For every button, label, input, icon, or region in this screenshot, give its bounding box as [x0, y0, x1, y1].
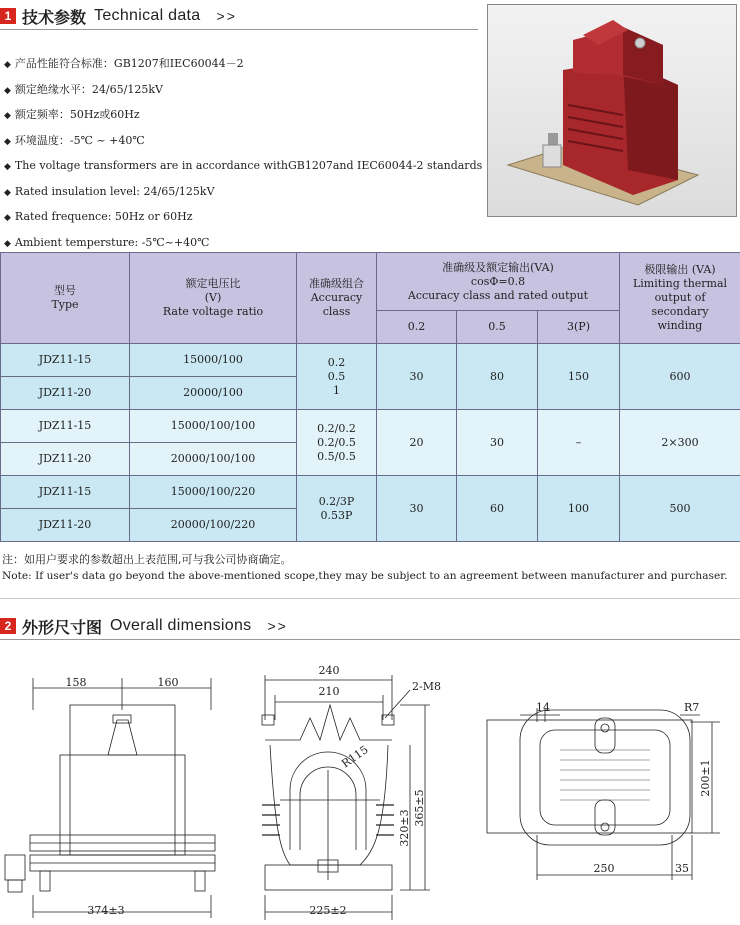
cell-ratio: 15000/100 — [130, 344, 297, 377]
spec-item: ◆ Rated frequence: 50Hz or 60Hz — [4, 210, 193, 223]
cell-type: JDZ11-15 — [1, 410, 130, 443]
cell-type: JDZ11-20 — [1, 509, 130, 542]
dim-top-width: 250 — [593, 862, 615, 875]
dim-side-bolt: 2-M8 — [412, 680, 441, 693]
cell-ratio: 15000/100/100 — [130, 410, 297, 443]
spec-item: ◆ Ambient tempersture: -5℃~+40℃ — [4, 235, 210, 249]
diamond-bullet-icon: ◆ — [4, 162, 11, 172]
section1-number: 1 — [0, 8, 16, 24]
dim-front-left: 158 — [65, 676, 87, 689]
diamond-bullet-icon: ◆ — [4, 136, 11, 147]
diamond-bullet-icon: ◆ — [4, 238, 11, 249]
cell-accuracy: 0.2/0.2 0.2/0.5 0.5/0.5 — [297, 410, 377, 476]
technical-data-table — [0, 252, 740, 542]
cell-0.5: 80 — [457, 344, 538, 410]
cell-type: JDZ11-15 — [1, 476, 130, 509]
dim-top-edge: 35 — [675, 862, 689, 875]
header-type: 型号 Type — [1, 253, 130, 344]
diamond-bullet-icon: ◆ — [4, 111, 11, 121]
subheader-0.2: 0.2 — [377, 311, 457, 344]
cell-type: JDZ11-20 — [1, 443, 130, 476]
note-cn: 注：如用户要求的参数超出上表范围,可与我公司协商确定。 — [2, 553, 292, 566]
spec-item: ◆ Rated insulation level: 24/65/125kV — [4, 184, 215, 198]
spec-item: ◆ 环境温度：-5℃ ~ +40℃ — [4, 133, 145, 147]
cell-0.5: 60 — [457, 476, 538, 542]
note-en: Note: If user's data go beyond the above-mentioned scope,they may be subject to an agreement between manufacturer and purchaser. — [2, 570, 728, 582]
cell-ratio: 20000/100/100 — [130, 443, 297, 476]
front-view — [5, 678, 215, 918]
cell-0.2: 20 — [377, 410, 457, 476]
section1-header — [0, 5, 237, 27]
dim-side-h2: 365±5 — [413, 789, 426, 827]
subheader-0.5: 0.5 — [457, 311, 538, 344]
dim-front-bottom: 374±3 — [87, 904, 125, 917]
spec-item: ◆ 产品性能符合标准：GB1207和IEC60044－2 — [4, 57, 244, 70]
top-view — [487, 708, 720, 880]
dim-front-right: 160 — [157, 676, 179, 689]
cell-0.2: 30 — [377, 476, 457, 542]
section2-number: 2 — [0, 618, 16, 634]
cell-0.5: 30 — [457, 410, 538, 476]
section2-title-cn: 外形尺寸图 — [22, 617, 103, 637]
dim-side-inner: 210 — [318, 685, 340, 698]
section2-divider — [0, 639, 740, 640]
cell-limit: 500 — [620, 476, 740, 542]
diamond-bullet-icon: ◆ — [4, 187, 11, 198]
product-photo — [487, 4, 737, 217]
side-view — [262, 675, 430, 920]
diamond-bullet-icon: ◆ — [4, 60, 11, 70]
spec-item: ◆ The voltage transformers are in accordance withGB1207and IEC60044-2 standards — [4, 159, 483, 172]
table-header-row — [1, 253, 740, 311]
section1-title-en: Technical data — [94, 7, 201, 24]
dim-side-radius: R115 — [339, 743, 371, 771]
cell-accuracy: 0.2 0.5 1 — [297, 344, 377, 410]
cell-ratio: 20000/100 — [130, 377, 297, 410]
cell-limit: 2×300 — [620, 410, 740, 476]
subheader-3p: 3(P) — [538, 311, 620, 344]
cell-0.2: 30 — [377, 344, 457, 410]
diamond-bullet-icon: ◆ — [4, 213, 11, 223]
section1-title-cn: 技术参数 — [22, 7, 87, 27]
table-row — [1, 410, 740, 443]
cell-limit: 600 — [620, 344, 740, 410]
dimension-labels — [66, 664, 713, 917]
dim-top-hole: 14 — [536, 701, 550, 714]
section2-arrows: >> — [267, 618, 288, 634]
dim-side-bottom: 225±2 — [309, 904, 347, 917]
dimension-drawings — [0, 650, 740, 925]
spec-item: ◆ 额定频率：50Hz或60Hz — [4, 108, 140, 121]
spec-item: ◆ 额定绝缘水平：24/65/125kV — [4, 82, 163, 96]
cell-type: JDZ11-15 — [1, 344, 130, 377]
table-row — [1, 476, 740, 509]
section2-top-divider — [0, 598, 740, 599]
section2-header — [0, 615, 288, 637]
cell-3p: 150 — [538, 344, 620, 410]
cell-accuracy: 0.2/3P 0.53P — [297, 476, 377, 542]
dim-top-height: 200±1 — [699, 759, 712, 797]
header-accuracy: 准确级组合 Accuracy class — [297, 253, 377, 344]
cell-3p: – — [538, 410, 620, 476]
cell-ratio: 15000/100/220 — [130, 476, 297, 509]
table-row — [1, 344, 740, 377]
header-limit: 极限输出 (VA) Limiting thermal output of secondary winding — [620, 253, 740, 344]
header-ratio: 额定电压比 (V) Rate voltage ratio — [130, 253, 297, 344]
cell-ratio: 20000/100/220 — [130, 509, 297, 542]
dim-side-top: 240 — [318, 664, 340, 677]
section1-arrows: >> — [216, 8, 237, 24]
dim-top-radius: R7 — [684, 701, 700, 714]
diamond-bullet-icon: ◆ — [4, 85, 11, 96]
section2-title-en: Overall dimensions — [110, 617, 252, 634]
header-output: 准确级及额定输出(VA) cosΦ=0.8 Accuracy class and rated output — [377, 253, 620, 311]
spec-list — [4, 52, 482, 256]
section1-divider — [0, 29, 478, 30]
transformer-illustration — [488, 5, 736, 216]
cell-type: JDZ11-20 — [1, 377, 130, 410]
cell-3p: 100 — [538, 476, 620, 542]
dim-side-h1: 320±3 — [398, 809, 411, 847]
